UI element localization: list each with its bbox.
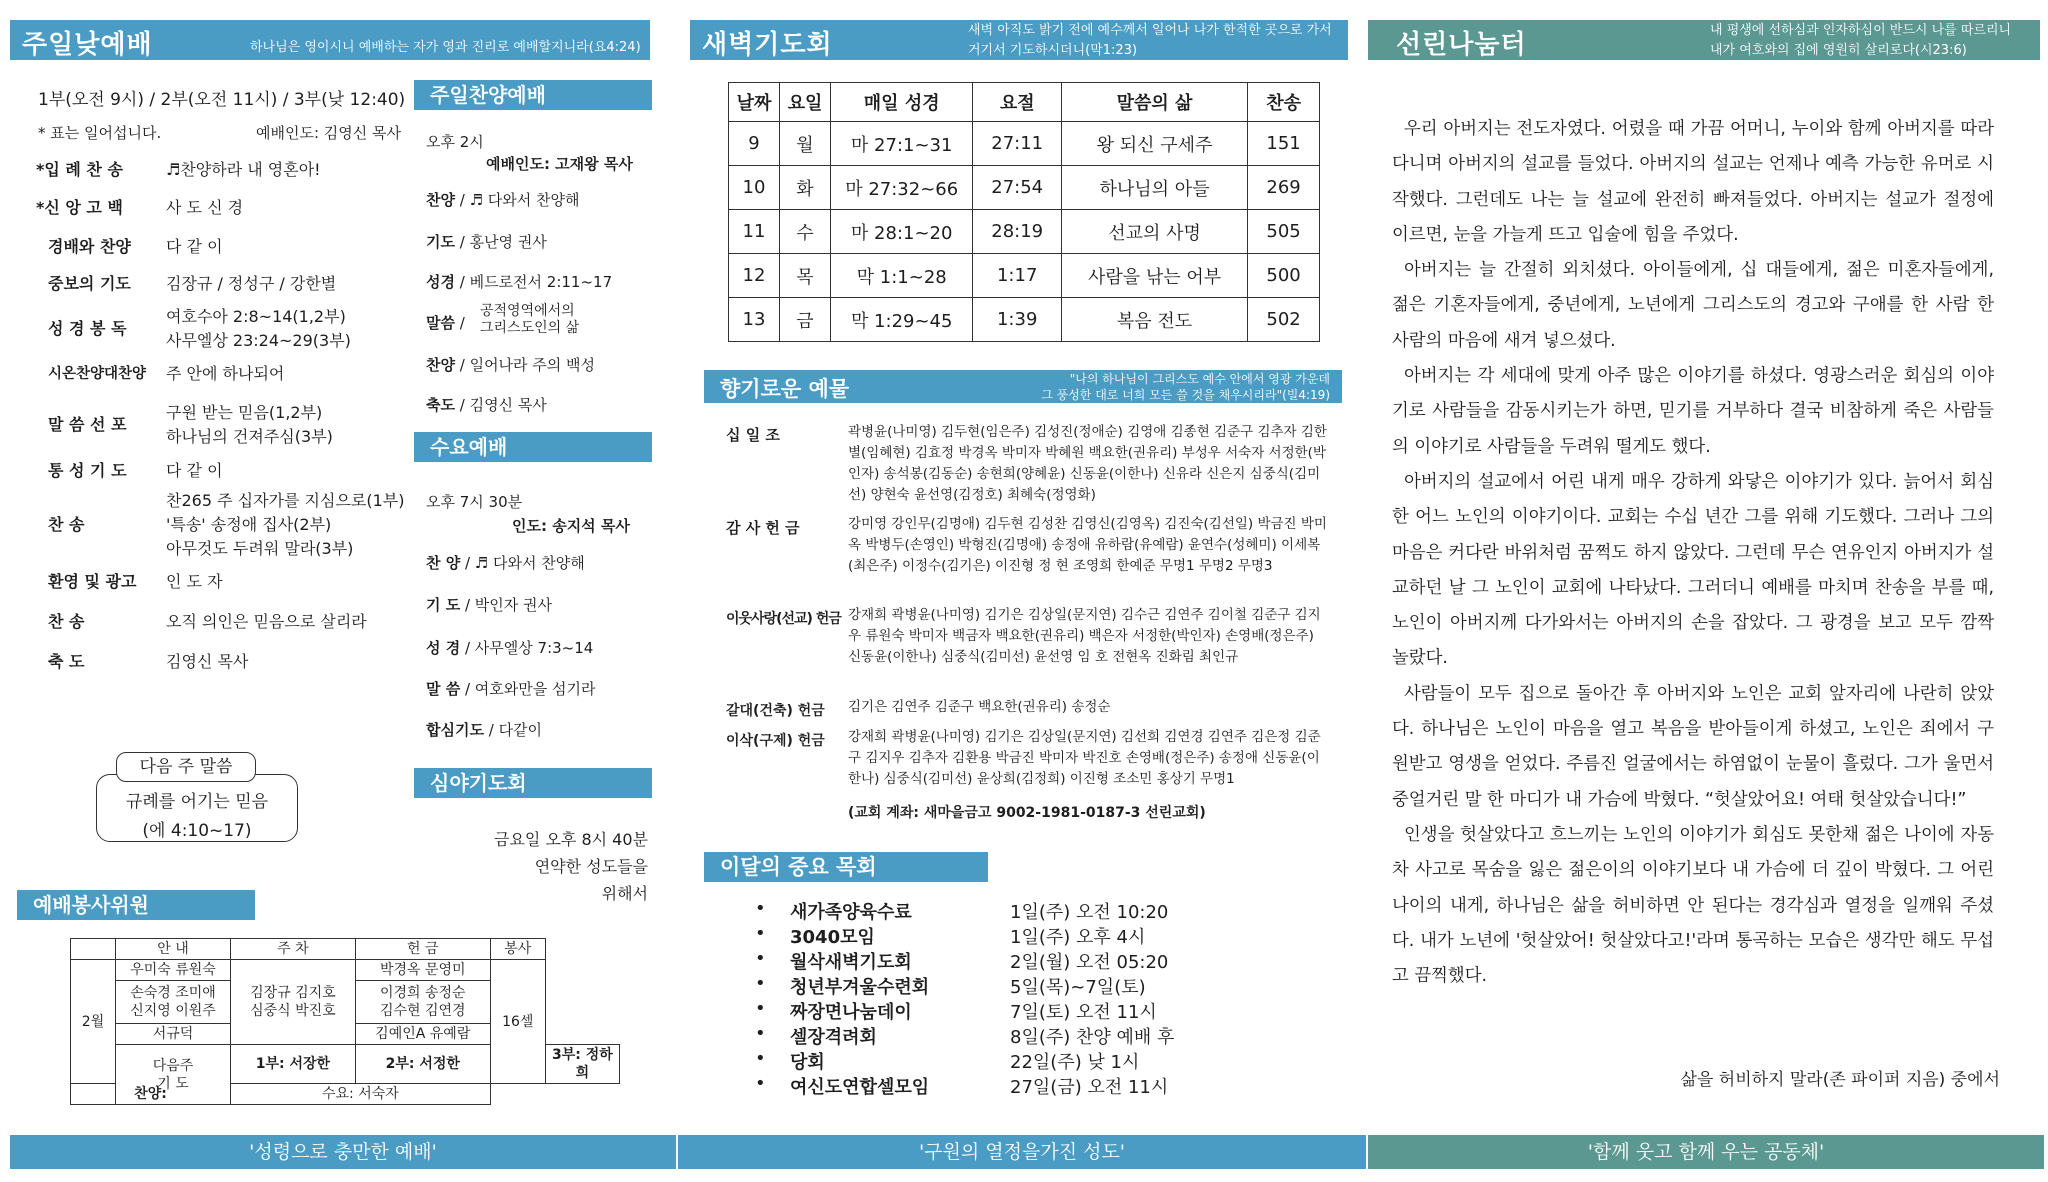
staff-header-offering: 헌 금 [355, 939, 490, 960]
worship-leader: 예배인도: 김영신 목사 [256, 124, 402, 142]
offering-names: 김기은 김연주 김준구 백요한(권유리) 송정순 [848, 699, 1111, 715]
afternoon-item-value: 공적영역에서의 그리스도인의 삶 [480, 303, 580, 336]
staff-parking: 김장규 김지호 심중식 박진호 [231, 960, 356, 1045]
offering-label: 이웃사랑(선교) 헌금 [726, 611, 841, 627]
dawn-prayer-verse-2: 거기서 기도하시더니(막1:23) [968, 43, 1138, 58]
offering-verse-1: "나의 하나님이 그리스도 예수 안에서 영광 가운데 [1069, 372, 1330, 386]
staff-prayer-1: 1부: 서장한 [231, 1045, 356, 1084]
night-prayer-line3: 위해서 [601, 884, 648, 903]
afternoon-item: 성경 / 베드로전서 2:11~17 [426, 273, 613, 291]
wednesday-leader: 인도: 송지석 목사 [512, 517, 630, 535]
afternoon-worship-header: 주일찬양예배 [414, 80, 652, 110]
afternoon-item: 축도 / 김영신 목사 [426, 396, 547, 414]
staff-guide: 우미숙 류원숙 [116, 960, 231, 981]
sharing-header [1368, 20, 2040, 60]
dawn-prayer-title: 새벽기도회 [702, 30, 833, 60]
wednesday-time: 오후 7시 30분 [426, 493, 523, 511]
church-account: (교회 계좌: 새마을금고 9002-1981-0187-3 선린교회) [848, 805, 1206, 821]
table-row: 10 화 마 27:32~66 27:54 하나님의 아들 269 [729, 166, 1320, 210]
sharing-verse-1: 내 평생에 선하심과 인자하심이 반드시 나를 따르리니 [1710, 23, 2012, 38]
staff-header-parking: 주 차 [231, 939, 356, 960]
staff-prayer-3: 3부: 정하희 [545, 1045, 619, 1084]
wednesday-item: 성 경 / 사무엘상 7:3~14 [426, 639, 594, 657]
essay-paragraph: 우리 아버지는 전도자였다. 어렸을 때 가끔 어머니, 누이와 함께 아버지를 따라다니며 아버지의 설교를 들었다. 아버지의 설교는 언제나 예측 가능한 유머로 시작했다. 그런데도 나는 늘 설교에 완전히 빠져들었다. 아버지는 설교가 절정에 이르면, 눈을 가늘게 뜨고 입술에 힘을 주었다. [1392, 119, 1994, 245]
offering-title: 향기로운 예물 [720, 377, 850, 401]
afternoon-item: 기도 / 홍난영 권사 [426, 233, 547, 251]
table-row: 11 수 마 28:1~20 28:19 선교의 사명 505 [729, 210, 1320, 254]
afternoon-time: 오후 2시 [426, 133, 484, 151]
essay-paragraph: 아버지는 늘 간절히 외치셨다. 아이들에게, 십 대들에게, 젊은 미혼자들에게, 젊은 기혼자들에게, 중년에게, 노년에게 그리스도의 경고와 구애를 한 사람 한 사람의 마음에 새겨 넣으셨다. [1392, 260, 1994, 351]
night-prayer-time: 금요일 오후 8시 40분 [494, 830, 648, 849]
staff-month: 2월 [71, 960, 116, 1084]
offering-label: 갈대(건축) 헌금 [726, 703, 825, 719]
offering-names: 강재희 곽병윤(나미영) 김기은 김상일(문지연) 김수근 김연주 김이철 김준구 김지우 류원숙 박미자 백금자 백요한(권유리) 백은자 서정한(박인자) 손영배(정은주) 신동윤(이한나) 심중식(김미선) 윤선영 임 호 전현옥 진화림 최인규 [848, 607, 1321, 665]
table-row: 9 월 마 27:1~31 27:11 왕 되신 구세주 151 [729, 122, 1320, 166]
events-header: 이달의 중요 목회 [704, 852, 988, 882]
col1-footer: '성령으로 충만한 예배' [10, 1135, 676, 1169]
sharing-title: 선린나눔터 [1396, 30, 1527, 60]
wednesday-item: 기 도 / 박인자 권사 [426, 596, 553, 614]
next-week-box [96, 774, 298, 842]
offering-verse-2: 그 풍성한 대로 너희 모든 쓸 것을 채우시리라"(빌4:19) [1041, 388, 1330, 402]
dawn-schedule-table [728, 82, 1320, 342]
table-header-row: 날짜 요일 매일 성경 요절 말씀의 삶 찬송 [729, 83, 1320, 122]
col2-footer: '구원의 열정을가진 성도' [678, 1135, 1366, 1169]
offering-header [704, 370, 1342, 403]
staff-header-service: 봉사 [490, 939, 545, 960]
next-week-title: 다음 주 말씀 [116, 752, 256, 782]
dawn-prayer-verse-1: 새벽 아직도 밝기 전에 예수께서 일어나 나가 한적한 곳으로 가서 [968, 23, 1332, 38]
sunday-worship-title: 주일낮예배 [22, 30, 153, 60]
staff-guide: 손숙경 조미애 신지영 이원주 [116, 981, 231, 1024]
col3-footer: '함께 웃고 함께 우는 공동체' [1368, 1135, 2044, 1169]
staff-service: 16셀 [490, 960, 545, 1084]
staff-offering: 박경옥 문영미 [355, 960, 490, 981]
staff-offering: 이경희 송정순 김수현 김연경 [355, 981, 490, 1024]
service-times: 1부(오전 9시) / 2부(오전 11시) / 3부(낮 12:40) [38, 90, 406, 110]
afternoon-item: 찬양 / 일어나라 주의 백성 [426, 356, 596, 374]
offering-names: 곽병윤(나미영) 김두현(임은주) 김성진(정애순) 김영애 김종현 김준구 김추자 김한별(임혜현) 김효정 박경옥 박미자 박혜원 백요한(권유리) 부성우 서숙자 서정한(박인자) 송석봉(김동순) 송현희(양혜윤) 신동윤(이한나) 신유라 신은지 심중식(김미선) 양현숙 윤선영(김정호) 최혜숙(정영화) [848, 424, 1327, 503]
essay-body [1392, 112, 1994, 994]
staff-header-guide: 안 내 [116, 939, 231, 960]
night-prayer-line2: 연약한 성도들을 [534, 857, 648, 876]
essay-paragraph: 아버지의 설교에서 어린 내게 매우 강하게 와닿은 이야기가 있다. 늙어서 회심한 어느 노인의 이야기이다. 교회는 수십 년간 그를 위해 기도했다. 그러나 그의 마음은 커다란 바위처럼 꿈쩍도 하지 않았다. 그런데 무슨 연유인지 아버지가 설교하던 날 그 노인이 교회에 나타났다. 그러더니 예배를 마치며 찬송을 부를 때, 노인이 아버지께 다가와서는 아버지의 손을 잡았다. 그 광경을 보고 모두 깜짝 놀랐다. [1392, 471, 1994, 669]
table-row: 12 목 막 1:1~28 1:17 사람을 낚는 어부 500 [729, 254, 1320, 298]
afternoon-item: 찬양 / ♬ 다와서 찬양해 [426, 191, 580, 209]
sunday-worship-header [10, 20, 650, 60]
essay-paragraph: 사람들이 모두 집으로 돌아간 후 아버지와 노인은 교회 앞자리에 나란히 앉았다. 하나님은 노인이 마음을 열고 복음을 받아들이게 하셨고, 노인은 죄에서 구원받고 영생을 얻었다. 주름진 얼굴에서는 하염없이 눈물이 흘렀다. 그가 울먼서 중얼거린 말 한 마디가 내 가슴에 박혔다. “헛살았어요! 여태 헛살았습니다!” [1392, 683, 1994, 810]
staff-prayer-label: 다음주 기 도 [116, 1045, 231, 1105]
essay-paragraph: 인생을 헛살았다고 흐느끼는 노인의 이야기가 회심도 못한채 젊은 나이에 자동차 사고로 목숨을 잃은 젊은이의 이야기보다 내 가슴에 더 깊이 박혔다. 그 어린 나이의 내게, 하나님은 삶을 허비하면 안 된다는 경각심과 열정을 일깨워 주셨다. 내가 노년에 '헛살았어! 헛살았다고!'라며 통곡하는 모습은 생각만 해도 무섭고 끔찍했다. [1392, 824, 1994, 987]
wednesday-item: 찬 양 / ♬ 다와서 찬양해 [426, 554, 585, 572]
staff-header: 예배봉사위원 [17, 890, 255, 920]
next-week-text-2: (에 4:10~17) [142, 821, 252, 841]
afternoon-item: 말씀 / [426, 314, 465, 332]
offering-label: 감 사 헌 금 [726, 519, 800, 537]
afternoon-leader: 예배인도: 고재왕 목사 [486, 155, 633, 173]
table-row: 13 금 막 1:29~45 1:39 복음 전도 502 [729, 298, 1320, 342]
next-week-text-1: 규례를 어기는 믿음 [125, 792, 269, 812]
staff-praise: 찬양: [71, 1084, 231, 1105]
offering-label: 이삭(구제) 헌금 [726, 733, 825, 749]
offering-names: 강미영 강인무(김명애) 김두현 김성찬 김영신(김영옥) 김진숙(김선일) 박금진 박미옥 박병두(손영인) 박형진(김명애) 송정애 유하람(유예람) 윤연수(성혜미) 이세복(최은주) 이정수(김기은) 이진형 정 현 조영희 한예준 무명1 무명2 무명3 [848, 516, 1327, 574]
night-prayer-header: 심야기도회 [414, 768, 652, 798]
staff-wed: 수요: 서숙자 [231, 1084, 491, 1105]
dawn-prayer-header [690, 20, 1348, 60]
sharing-verse-2: 내가 여호와의 집에 영원히 살리로다(시23:6) [1710, 43, 1967, 58]
wednesday-item: 말 씀 / 여호와만을 섬기라 [426, 680, 596, 698]
offering-label: 십 일 조 [726, 426, 780, 444]
staff-table [70, 938, 620, 1105]
staff-offering: 김예인A 유예람 [355, 1024, 490, 1045]
standing-note: * 표는 일어섭니다. [38, 124, 162, 142]
staff-guide: 서규덕 [116, 1024, 231, 1045]
offering-names: 강재희 곽병윤(나미영) 김기은 김상일(문지연) 김선희 김연경 김연주 김은정 김준구 김지우 김추자 김환용 박금진 박미자 박진호 손영배(정은주) 송정애 신동윤(이한나) 심중식(김미선) 윤상희(김정희) 이진형 조소민 홍상기 무명1 [848, 729, 1321, 787]
essay-paragraph: 아버지는 각 세대에 맞게 아주 많은 이야기를 하셨다. 영광스러운 회심의 이야기로 사람들을 감동시키는가 하면, 믿기를 거부하다 결국 비참하게 죽은 사람들의 이야기로 사람들을 두려워 떨게도 했다. [1392, 366, 1994, 457]
wednesday-item: 합심기도 / 다같이 [426, 721, 543, 739]
staff-prayer-2: 2부: 서정한 [355, 1045, 490, 1084]
sunday-worship-verse: 하나님은 영이시니 예배하는 자가 영과 진리로 예배할지니라(요4:24) [250, 40, 641, 55]
wednesday-worship-header: 수요예배 [414, 432, 652, 462]
essay-source: 삶을 허비하지 말라(존 파이퍼 지음) 중에서 [1680, 1070, 2000, 1090]
